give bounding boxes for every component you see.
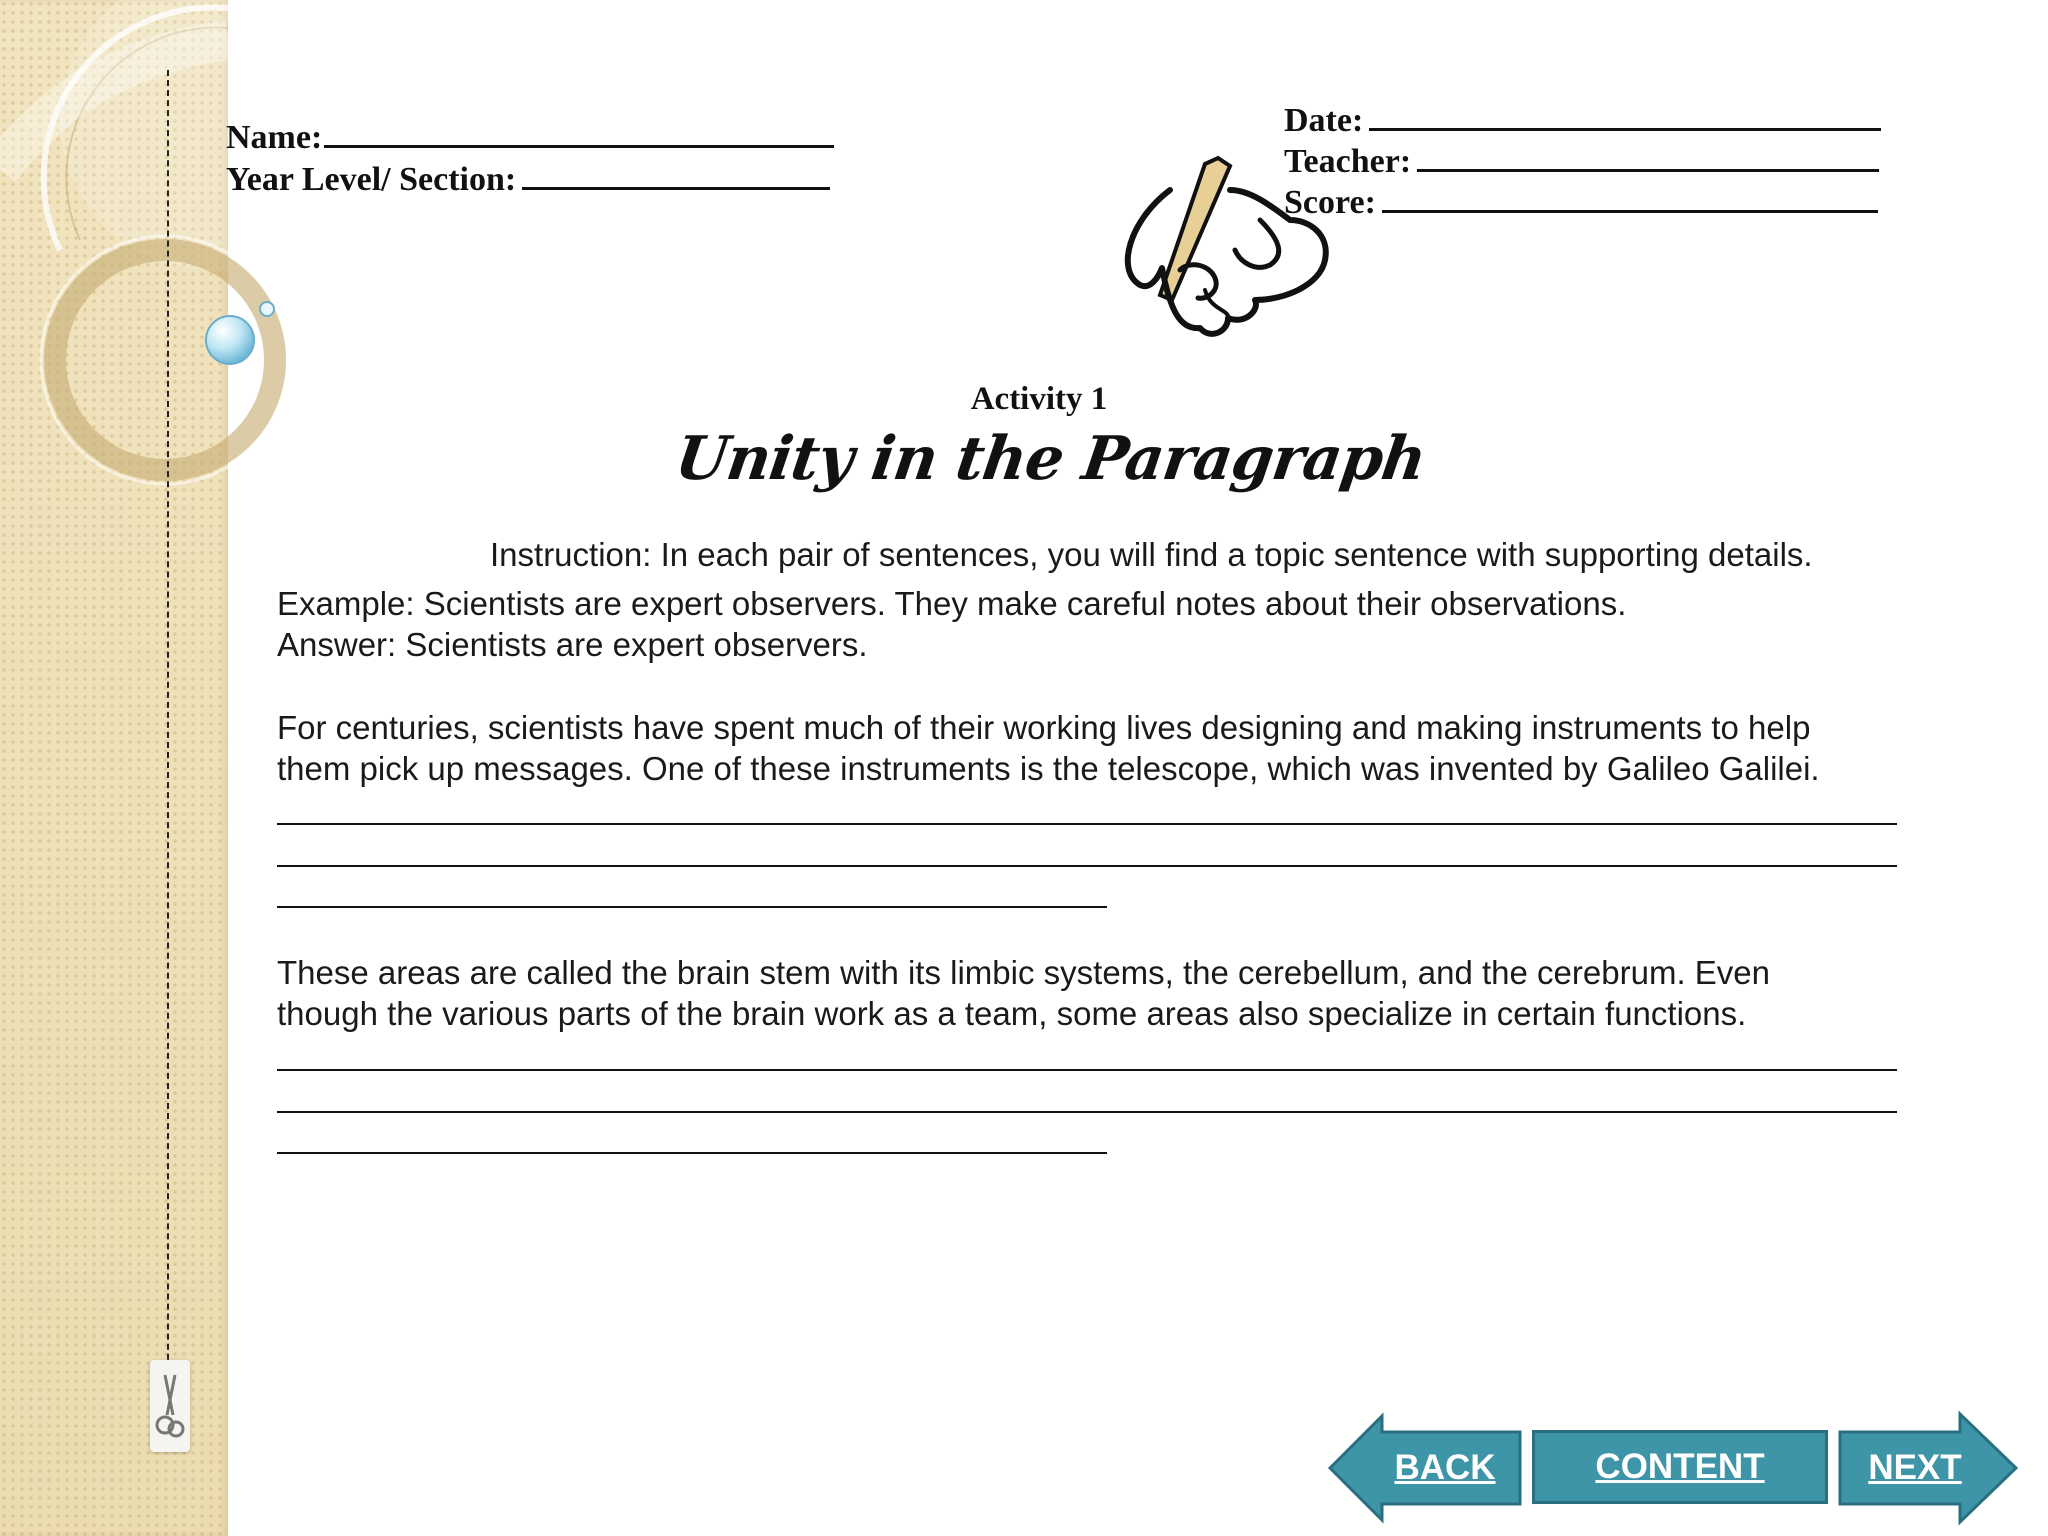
name-blank[interactable] [324,115,834,148]
date-label: Date: [1284,102,1364,139]
paragraph-2 [277,952,1770,1034]
answer-line[interactable] [277,906,1107,908]
answer-text: Answer: Scientists are expert observers. [277,626,868,663]
score-field[interactable] [1284,180,1878,222]
date-blank[interactable] [1369,98,1881,131]
decorative-rings [0,0,300,520]
instruction-text: Instruction: In each pair of sentences, you will find a topic sentence with supporting details. [490,536,1813,573]
scissors-icon [150,1360,190,1452]
score-blank[interactable] [1382,180,1878,213]
paragraph-1-line-2: them pick up messages. One of these instruments is the telescope, which was invented by Galileo Galilei. [277,750,1820,787]
paragraph-1-line-1: For centuries, scientists have spent much of their working lives designing and making instruments to help [277,709,1811,746]
paragraph-2-line-2: though the various parts of the brain work as a team, some areas also specialize in certain functions. [277,995,1747,1032]
paragraph-2-line-1: These areas are called the brain stem with its limbic systems, the cerebellum, and the cerebrum. Even [277,954,1770,991]
paragraph-1 [277,707,1820,789]
teacher-field[interactable] [1284,139,1879,181]
hand-writing-icon [1110,150,1335,340]
answer-line[interactable] [277,1111,1897,1113]
bubble-decoration [195,290,285,380]
content-button[interactable]: CONTENT [1595,1447,1765,1486]
name-field[interactable] [226,115,834,157]
decorative-sidebar [0,0,228,1536]
teacher-blank[interactable] [1417,139,1879,172]
year-section-field[interactable] [226,157,830,199]
answer-line[interactable] [277,1152,1107,1154]
name-label: Name: [226,119,323,156]
year-section-label: Year Level/ Section: [226,161,517,198]
date-field[interactable] [1284,98,1881,140]
teacher-label: Teacher: [1284,143,1412,180]
back-button[interactable]: BACK [1394,1448,1496,1487]
answer-line[interactable] [277,865,1897,867]
example-text: Example: Scientists are expert observers. They make careful notes about their observations. [277,585,1627,622]
answer-line[interactable] [277,1069,1897,1071]
score-label: Score: [1284,184,1376,221]
activity-label: Activity 1 [970,381,1108,417]
activity-title: Unity in the Paragraph [671,424,1430,494]
year-section-blank[interactable] [522,157,830,190]
answer-line[interactable] [277,823,1897,825]
cut-line [167,70,169,1450]
next-button[interactable]: NEXT [1868,1448,1962,1487]
